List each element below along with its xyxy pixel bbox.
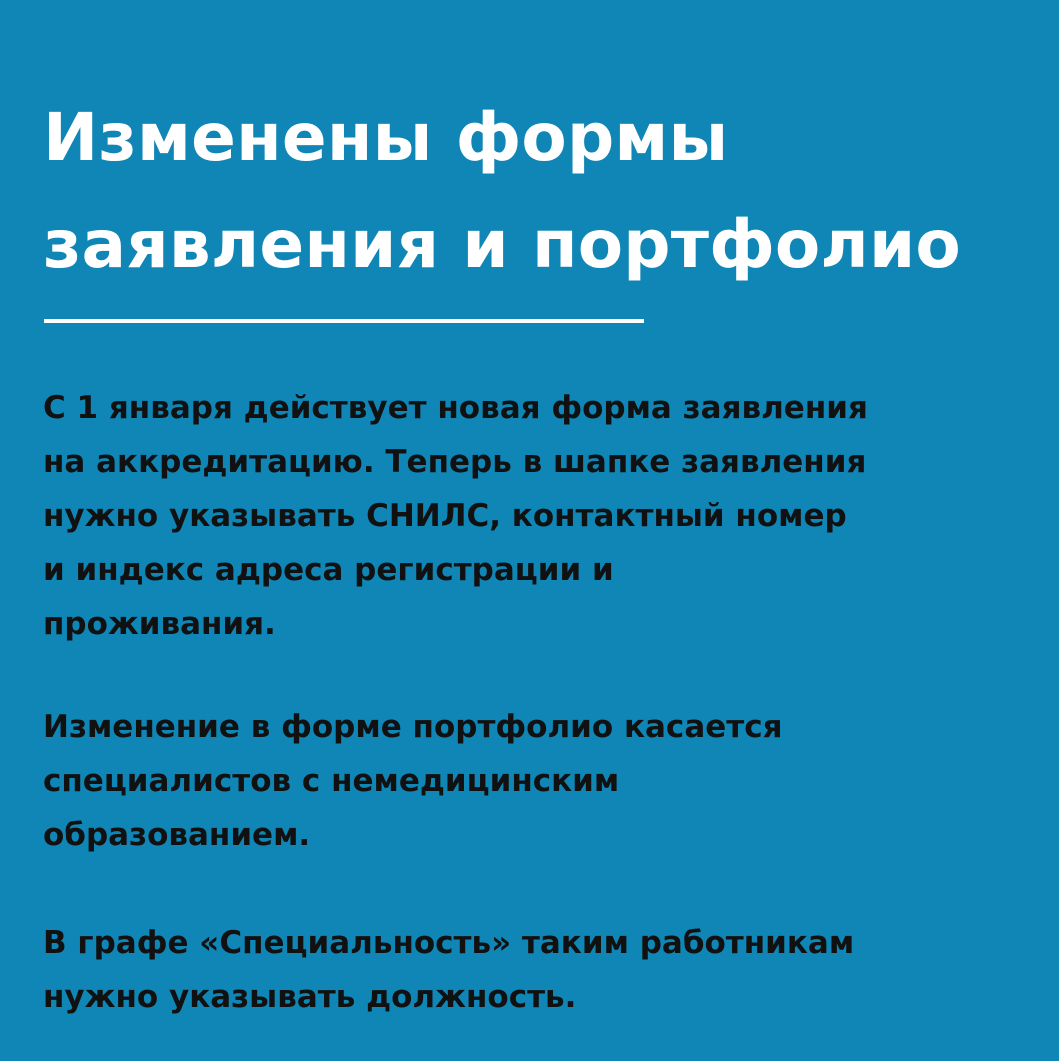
paragraph-line: нужно указывать должность.: [43, 979, 577, 1015]
paragraph-line: и индекс адреса регистрации и: [43, 552, 614, 588]
paragraph-line: Изменение в форме портфолио касается: [43, 709, 783, 745]
title-line: Изменены формы: [43, 99, 729, 176]
paragraph-portfolio-change: [43, 700, 1023, 862]
paragraph-line: нужно указывать СНИЛС, контактный номер: [43, 498, 847, 534]
page-title: [43, 84, 1033, 298]
paragraph-line: проживания.: [43, 606, 276, 642]
title-divider: [44, 319, 644, 323]
paragraph-form-changes: [43, 381, 1023, 651]
title-line: заявления и портфолио: [43, 206, 961, 283]
paragraph-specialty-field: [43, 916, 1023, 1024]
paragraph-line: образованием.: [43, 817, 311, 853]
paragraph-line: С 1 января действует новая форма заявления: [43, 390, 868, 426]
paragraph-line: В графе «Специальность» таким работникам: [43, 925, 855, 961]
paragraph-line: на аккредитацию. Теперь в шапке заявления: [43, 444, 867, 480]
paragraph-line: специалистов с немедицинским: [43, 763, 620, 799]
